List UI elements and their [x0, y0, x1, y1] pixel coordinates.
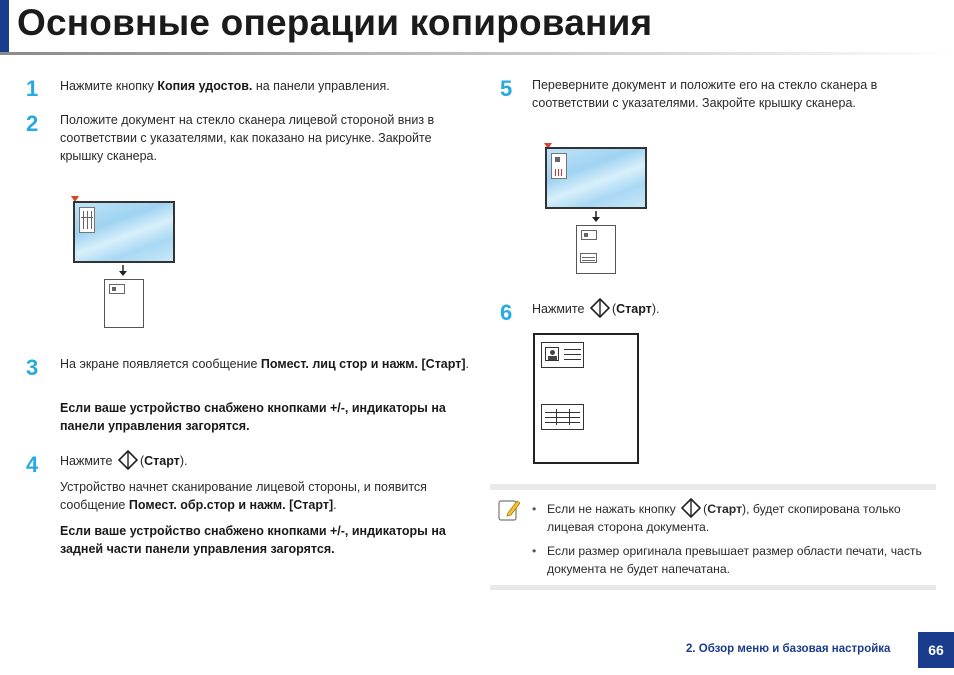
- title-divider: [0, 52, 954, 55]
- step-6-text: Нажмите (Старт).: [532, 300, 912, 318]
- note-item: • Если не нажать кнопку (Старт), будет скопирована только лицевая сторона документа.: [532, 500, 932, 536]
- step-2-text: Положите документ на стекло сканера лицевой стороной вниз в соответствии с указателями, как показано на рисунке. Закройте крышку сканера.: [60, 113, 435, 163]
- step-number: 5: [500, 76, 513, 101]
- step-1-text: Нажмите кнопку Копия удостов. на панели управления.: [60, 79, 390, 93]
- id-card-front-icon: [541, 342, 584, 368]
- note-item: • Если размер оригинала превышает размер области печати, часть документа не будет напечатана.: [532, 542, 932, 578]
- output-paper-illustration: [576, 225, 616, 274]
- footer-section-link[interactable]: 2. Обзор меню и базовая настройка: [686, 643, 891, 655]
- page-number: 66: [918, 632, 954, 668]
- id-card-back-icon: [580, 253, 597, 263]
- scanner-glass-illustration: [545, 147, 647, 209]
- step-5-text: Переверните документ и положите его на стекло сканера в соответствии с указателями. Закройте крышку сканера.: [532, 78, 878, 110]
- start-diamond-icon: [681, 498, 701, 518]
- title-accent-bar: [0, 0, 9, 52]
- id-card-icon: [551, 153, 567, 179]
- step-3-note: Если ваше устройство снабжено кнопками +/-, индикаторы на панели управления загорятся.: [60, 401, 446, 433]
- step-3-text: На экране появляется сообщение Помест. лиц стор и нажм. [Старт].: [60, 357, 470, 371]
- step-4-description: Устройство начнет сканирование лицевой стороны, и появится сообщение Помест. обр.стор и нажм. [Старт].: [60, 480, 427, 512]
- note-list: [532, 500, 932, 584]
- step-number: 2: [26, 111, 39, 136]
- step-number: 4: [26, 452, 39, 477]
- header: [0, 0, 954, 56]
- start-diamond-icon: [118, 450, 138, 470]
- step-4-note: Если ваше устройство снабжено кнопками +/-, индикаторы на задней части панели управления загорятся.: [60, 524, 446, 556]
- id-card-back-icon: [541, 404, 584, 430]
- step-number: 6: [500, 300, 513, 325]
- page-title: Основные операции копирования: [17, 2, 653, 43]
- step-number: 1: [26, 76, 39, 101]
- step-number: 3: [26, 355, 39, 380]
- scanner-glass-illustration: [73, 201, 175, 263]
- start-diamond-icon: [590, 298, 610, 318]
- copy-result-illustration: [533, 333, 639, 464]
- id-card-front-icon: [109, 284, 125, 294]
- note-pencil-icon: [498, 498, 520, 522]
- step-4-text: Нажмите (Старт).: [60, 452, 470, 470]
- down-arrow-icon: [590, 211, 602, 223]
- id-card-front-icon: [581, 230, 597, 240]
- id-card-icon: [79, 207, 95, 233]
- output-paper-illustration: [104, 279, 144, 328]
- note-box: [490, 484, 936, 590]
- down-arrow-icon: [117, 265, 129, 277]
